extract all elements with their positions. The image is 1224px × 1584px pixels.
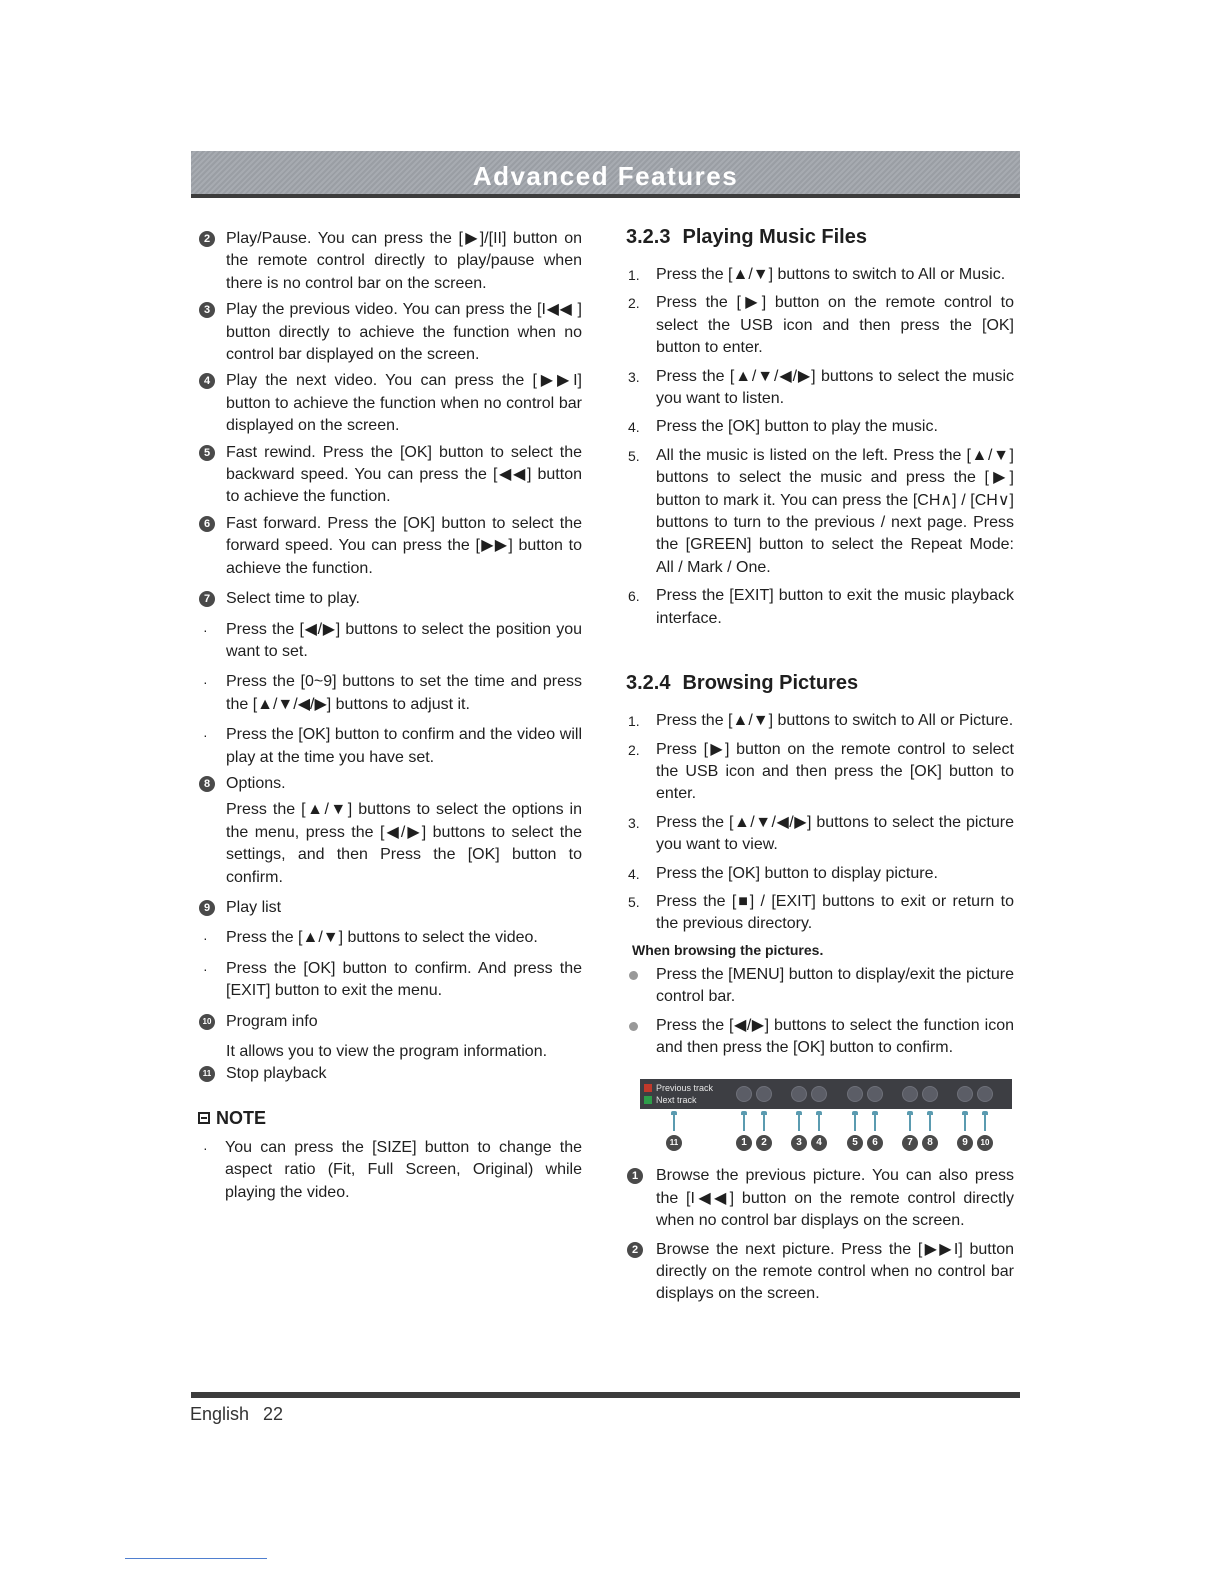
callout-number: 4 <box>811 1135 827 1151</box>
number-badge: 11 <box>199 1066 215 1082</box>
item-text: Play/Pause. You can press the [▶]/[II] button on the remote control directly to play/pause when there is no control bar on the screen. <box>226 230 582 292</box>
step-item <box>626 366 1014 411</box>
picture-control-bar <box>640 1079 1012 1109</box>
step-item <box>626 585 1014 630</box>
list-item <box>198 299 582 366</box>
list-item <box>626 1165 1014 1232</box>
step-text: Press the [■] / [EXIT] buttons to exit or return to the previous directory. <box>656 892 1014 933</box>
footer-rule <box>191 1392 1020 1398</box>
step-text: Press the [▲/▼] buttons to switch to All or Picture. <box>656 712 1014 730</box>
step-number: 2. <box>628 741 640 758</box>
header-band <box>191 151 1020 198</box>
red-square-icon <box>644 1084 652 1092</box>
item-text: Browse the previous picture. You can also press the [I◀◀] button on the remote control directly when no control bar displays on the screen. <box>656 1167 1014 1230</box>
bullet-text: Press the [◀/▶] buttons to select the position you want to set. <box>226 620 582 660</box>
control-bar-callouts <box>640 1109 1012 1153</box>
next-track-label: Next track <box>656 1095 697 1106</box>
section-number: 3.2.3 <box>626 226 671 248</box>
list-item <box>198 442 582 509</box>
callout-number: 9 <box>957 1135 973 1151</box>
list-item <box>198 1063 582 1085</box>
list-item <box>626 1239 1014 1306</box>
step-text: Press the [▶] button on the remote control to select the USB icon and then press the [OK] button to enter. <box>656 294 1014 357</box>
number-badge: 10 <box>199 1014 215 1030</box>
step-text: Press the [EXIT] button to exit the music playback interface. <box>656 587 1014 627</box>
note-bullet <box>198 1137 582 1204</box>
callout-pin <box>673 1113 675 1131</box>
zoom-in-icon <box>902 1086 918 1102</box>
bottom-divider <box>125 1558 267 1559</box>
step-item <box>626 812 1014 857</box>
section-title: Browsing Pictures <box>682 672 859 695</box>
item-text: Select time to play. <box>226 590 360 608</box>
callout-pin <box>818 1113 820 1131</box>
page-title: Advanced Features <box>472 161 739 191</box>
step-text: Press the [▲/▼/◀/▶] buttons to select the picture you want to view. <box>656 813 1014 854</box>
bullet-dot: · <box>203 727 208 744</box>
step-number: 1. <box>628 713 640 730</box>
item-text: Play the previous video. You can press the [I◀◀ ] button directly to achieve the function when no control bar displayed on the screen. <box>226 301 582 364</box>
number-badge: 3 <box>199 302 215 318</box>
callout-pin <box>909 1113 911 1131</box>
number-badge: 5 <box>199 445 215 461</box>
list-item <box>198 513 582 580</box>
step-number: 1. <box>628 267 640 283</box>
bullet-dot: · <box>203 621 208 638</box>
rotate-right-icon <box>811 1086 827 1102</box>
number-badge: 2 <box>199 231 215 247</box>
callout-number: 8 <box>922 1135 938 1151</box>
list-item <box>198 1011 582 1033</box>
step-number: 3. <box>628 368 640 385</box>
list-item <box>198 228 582 295</box>
pictures-steps <box>626 710 1014 936</box>
legend-previous-track <box>644 1082 713 1094</box>
bullet-text: Press the [OK] button to confirm. And press the [EXIT] button to exit the menu. <box>226 959 582 1000</box>
callout-number: 7 <box>902 1135 918 1151</box>
callout-pin <box>929 1113 931 1131</box>
item-text: Fast rewind. Press the [OK] button to select the backward speed. You can press the [◀◀] button to achieve the function. <box>226 443 582 506</box>
stop-icon <box>867 1086 883 1102</box>
item-paragraph: It allows you to view the program information. <box>226 1043 548 1060</box>
item-text: Program info <box>226 1012 318 1030</box>
callout-pin <box>854 1113 856 1131</box>
item-text: Play list <box>226 898 282 916</box>
bullet-item <box>198 958 582 1003</box>
gray-bullet <box>629 971 638 980</box>
rotate-left-icon <box>791 1086 807 1102</box>
footer-language: English <box>190 1404 250 1424</box>
bullet-dot: · <box>203 960 208 977</box>
step-number: 2. <box>628 295 640 312</box>
section-heading-music <box>626 224 1014 250</box>
section-title: Playing Music Files <box>682 226 867 248</box>
number-badge: 8 <box>199 776 215 792</box>
footer <box>190 1404 283 1425</box>
step-number: 4. <box>628 419 640 436</box>
step-number: 5. <box>628 447 640 464</box>
step-number: 5. <box>628 893 640 910</box>
item-text: Fast forward. Press the [OK] button to select the forward speed. You can press the [▶▶] button to achieve the function. <box>226 514 582 577</box>
number-badge: 7 <box>199 591 215 607</box>
item-text: Browse the next picture. Press the [▶▶I] button directly on the remote control when no control bar displays on the screen. <box>656 1240 1014 1303</box>
note-title: NOTE <box>216 1107 267 1128</box>
number-badge: 9 <box>199 900 215 916</box>
left-column <box>198 228 582 1204</box>
list-item <box>198 897 582 919</box>
callout-number: 11 <box>666 1135 682 1151</box>
control-bar-legend <box>644 1082 713 1106</box>
callout-pin <box>984 1113 986 1131</box>
callout-pin <box>798 1113 800 1131</box>
section-number: 3.2.4 <box>626 672 671 695</box>
step-text: All the music is listed on the left. Press the [▲/▼] buttons to select the music and press the [▶] button to mark it. You can press the [CH∧] / [CH∨] buttons to turn to the previous / next page. Press the [GREEN] button to select the Repeat Mode: All / Mark / One. <box>656 446 1014 576</box>
bullet-text: Press the [OK] button to confirm and the video will play at the time you have set. <box>226 726 582 766</box>
bullet-text: Press the [0~9] buttons to set the time and press the [▲/▼/◀/▶] buttons to adjust it. <box>226 673 582 713</box>
item-text: Stop playback <box>226 1065 327 1083</box>
info-icon <box>977 1086 993 1102</box>
bullet-dot: · <box>203 930 208 947</box>
step-text: Press the [OK] button to play the music. <box>656 418 938 436</box>
browsing-bullet <box>626 1015 1014 1060</box>
note-icon <box>198 1112 210 1124</box>
legend-next-track <box>644 1094 713 1106</box>
browsing-label: When browsing the pictures. <box>632 941 824 958</box>
step-text: Press [▶] button on the remote control to select the USB icon and then press the [OK] button to enter. <box>656 740 1014 803</box>
list-item <box>198 588 582 610</box>
step-item <box>626 863 1014 885</box>
browsing-bullet <box>626 964 1014 1009</box>
step-number: 4. <box>628 865 640 882</box>
previous-icon <box>736 1086 752 1102</box>
green-square-icon <box>644 1096 652 1104</box>
step-item <box>626 445 1014 579</box>
number-badge: 4 <box>199 373 215 389</box>
callout-pin <box>743 1113 745 1131</box>
step-number: 3. <box>628 814 640 831</box>
bullet-text: Press the [▲/▼] buttons to select the video. <box>226 929 538 947</box>
number-badge: 1 <box>627 1168 643 1184</box>
item-text: Options. <box>226 774 286 792</box>
page-number: 22 <box>263 1404 284 1424</box>
step-item <box>626 416 1014 438</box>
bullet-dot: · <box>203 674 208 691</box>
step-text: Press the [▲/▼/◀/▶] buttons to select the music you want to listen. <box>656 367 1014 408</box>
play-pause-icon <box>847 1086 863 1102</box>
step-item <box>626 739 1014 806</box>
callout-pin <box>763 1113 765 1131</box>
step-text: Press the [▲/▼] buttons to switch to All or Music. <box>656 266 1006 283</box>
step-item <box>626 292 1014 359</box>
callout-number: 1 <box>736 1135 752 1151</box>
callout-pin <box>964 1113 966 1131</box>
bullet-dot: · <box>203 1139 208 1156</box>
callout-pin <box>874 1113 876 1131</box>
next-icon <box>756 1086 772 1102</box>
callout-number: 10 <box>977 1135 993 1151</box>
bullet-item <box>198 671 582 716</box>
music-steps <box>626 264 1014 630</box>
settings-icon <box>957 1086 973 1102</box>
callout-number: 3 <box>791 1135 807 1151</box>
section-heading-pictures <box>626 670 1014 696</box>
step-text: Press the [OK] button to display picture. <box>656 864 938 882</box>
step-item <box>626 891 1014 936</box>
zoom-out-icon <box>922 1086 938 1102</box>
bullet-item <box>198 927 582 949</box>
previous-track-label: Previous track <box>656 1083 714 1094</box>
list-item <box>198 370 582 437</box>
callout-number: 2 <box>756 1135 772 1151</box>
callout-number: 6 <box>867 1135 883 1151</box>
number-badge: 6 <box>199 516 215 532</box>
bullet-item <box>198 724 582 769</box>
gray-bullet <box>629 1022 638 1031</box>
list-item <box>198 773 582 795</box>
item-text: Play the next video. You can press the [▶▶I] button to achieve the function when no control bar displayed on the screen. <box>226 372 582 435</box>
step-item <box>626 264 1014 286</box>
callout-number: 5 <box>847 1135 863 1151</box>
bullet-text: Press the [◀/▶] buttons to select the function icon and then press the [OK] button to confirm. <box>656 1016 1014 1056</box>
note-heading <box>198 1108 582 1129</box>
note-text: You can press the [SIZE] button to change the aspect ratio (Fit, Full Screen, Original) while playing the video. <box>225 1138 582 1201</box>
step-item <box>626 710 1014 732</box>
step-number: 6. <box>628 588 640 605</box>
right-column <box>626 224 1014 1306</box>
bullet-item <box>198 619 582 664</box>
item-paragraph: Press the [▲/▼] buttons to select the options in the menu, press the [◀/▶] buttons to select the settings, and then Press the [OK] button to confirm. <box>226 801 582 886</box>
bullet-text: Press the [MENU] button to display/exit the picture control bar. <box>656 965 1014 1006</box>
number-badge: 2 <box>627 1242 643 1258</box>
